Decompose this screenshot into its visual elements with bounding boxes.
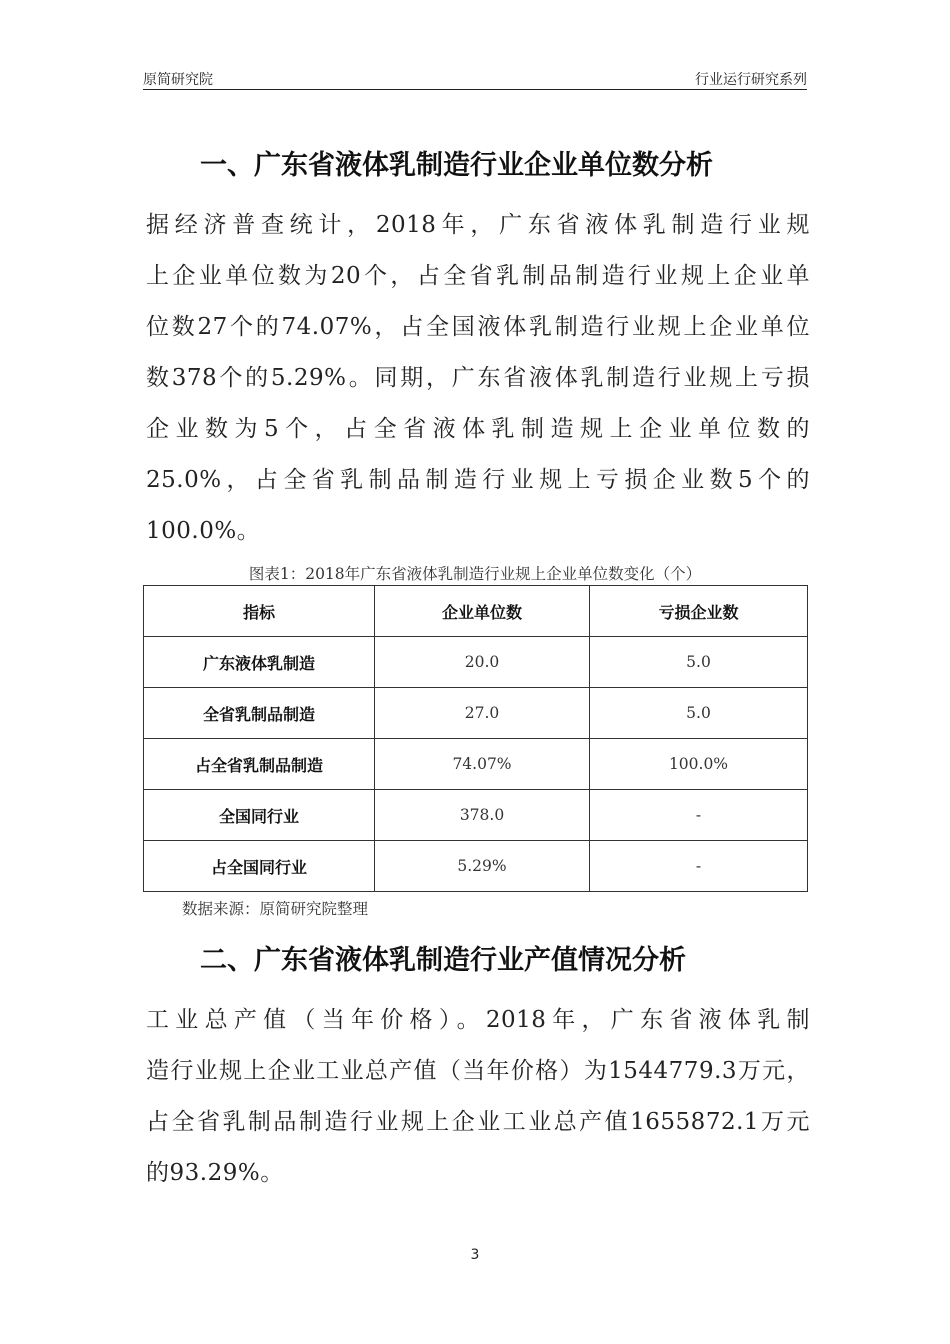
header-series-name: 行业运行研究系列 — [695, 72, 807, 88]
section1-paragraph — [146, 200, 810, 557]
enterprise-count-cell: 5.29% — [375, 841, 590, 892]
loss-count-cell: 5.0 — [590, 637, 808, 688]
paragraph-line: 企业数为5个，占全省液体乳制造规上企业单位数的 — [146, 416, 810, 442]
table-header-row — [144, 586, 808, 637]
column-header-loss-count: 亏损企业数 — [590, 586, 808, 637]
table-row — [144, 841, 808, 892]
loss-count-cell: - — [590, 841, 808, 892]
enterprise-count-cell: 27.0 — [375, 688, 590, 739]
row-label: 占全省乳制品制造 — [144, 739, 375, 790]
column-header-enterprise-count: 企业单位数 — [375, 586, 590, 637]
row-label: 全省乳制品制造 — [144, 688, 375, 739]
page-number: 3 — [470, 1247, 480, 1263]
table-caption: 图表1：2018年广东省液体乳制造行业规上企业单位数变化（个） — [248, 565, 702, 583]
paragraph-line: 位数27个的74.07%，占全国液体乳制造行业规上企业单位 — [146, 314, 810, 340]
table-row — [144, 790, 808, 841]
paragraph-line: 25.0%，占全省乳制品制造行业规上亏损企业数5个的 — [146, 467, 810, 493]
loss-count-cell: 100.0% — [590, 739, 808, 790]
header-divider — [143, 89, 807, 90]
enterprise-count-cell: 378.0 — [375, 790, 590, 841]
paragraph-line: 数378个的5.29%。同期，广东省液体乳制造行业规上亏损 — [146, 365, 810, 391]
paragraph-line: 的93.29%。 — [146, 1160, 284, 1186]
section1-heading: 一、广东省液体乳制造行业企业单位数分析 — [200, 150, 713, 181]
paragraph-line: 上企业单位数为20个，占全省乳制品制造行业规上企业单 — [146, 263, 810, 289]
section2-paragraph — [146, 995, 810, 1199]
loss-count-cell: - — [590, 790, 808, 841]
header-org-name: 原简研究院 — [143, 72, 213, 88]
table-row — [144, 739, 808, 790]
enterprise-count-cell: 20.0 — [375, 637, 590, 688]
table-row — [144, 637, 808, 688]
section2-heading: 二、广东省液体乳制造行业产值情况分析 — [200, 945, 686, 976]
row-label: 全国同行业 — [144, 790, 375, 841]
paragraph-line: 占全省乳制品制造行业规上企业工业总产值1655872.1万元 — [146, 1109, 810, 1135]
enterprise-count-cell: 74.07% — [375, 739, 590, 790]
paragraph-line: 造行业规上企业工业总产值（当年价格）为1544779.3万元， — [146, 1058, 810, 1084]
row-label: 广东液体乳制造 — [144, 637, 375, 688]
data-table — [143, 585, 808, 892]
table-row — [144, 688, 808, 739]
loss-count-cell: 5.0 — [590, 688, 808, 739]
row-label: 占全国同行业 — [144, 841, 375, 892]
paragraph-line: 工业总产值（当年价格）。2018年，广东省液体乳制 — [146, 1007, 810, 1033]
column-header-indicator: 指标 — [144, 586, 375, 637]
paragraph-line: 据经济普查统计，2018年，广东省液体乳制造行业规 — [146, 212, 810, 238]
data-source-note: 数据来源：原简研究院整理 — [182, 900, 369, 918]
paragraph-line: 100.0%。 — [146, 518, 261, 544]
